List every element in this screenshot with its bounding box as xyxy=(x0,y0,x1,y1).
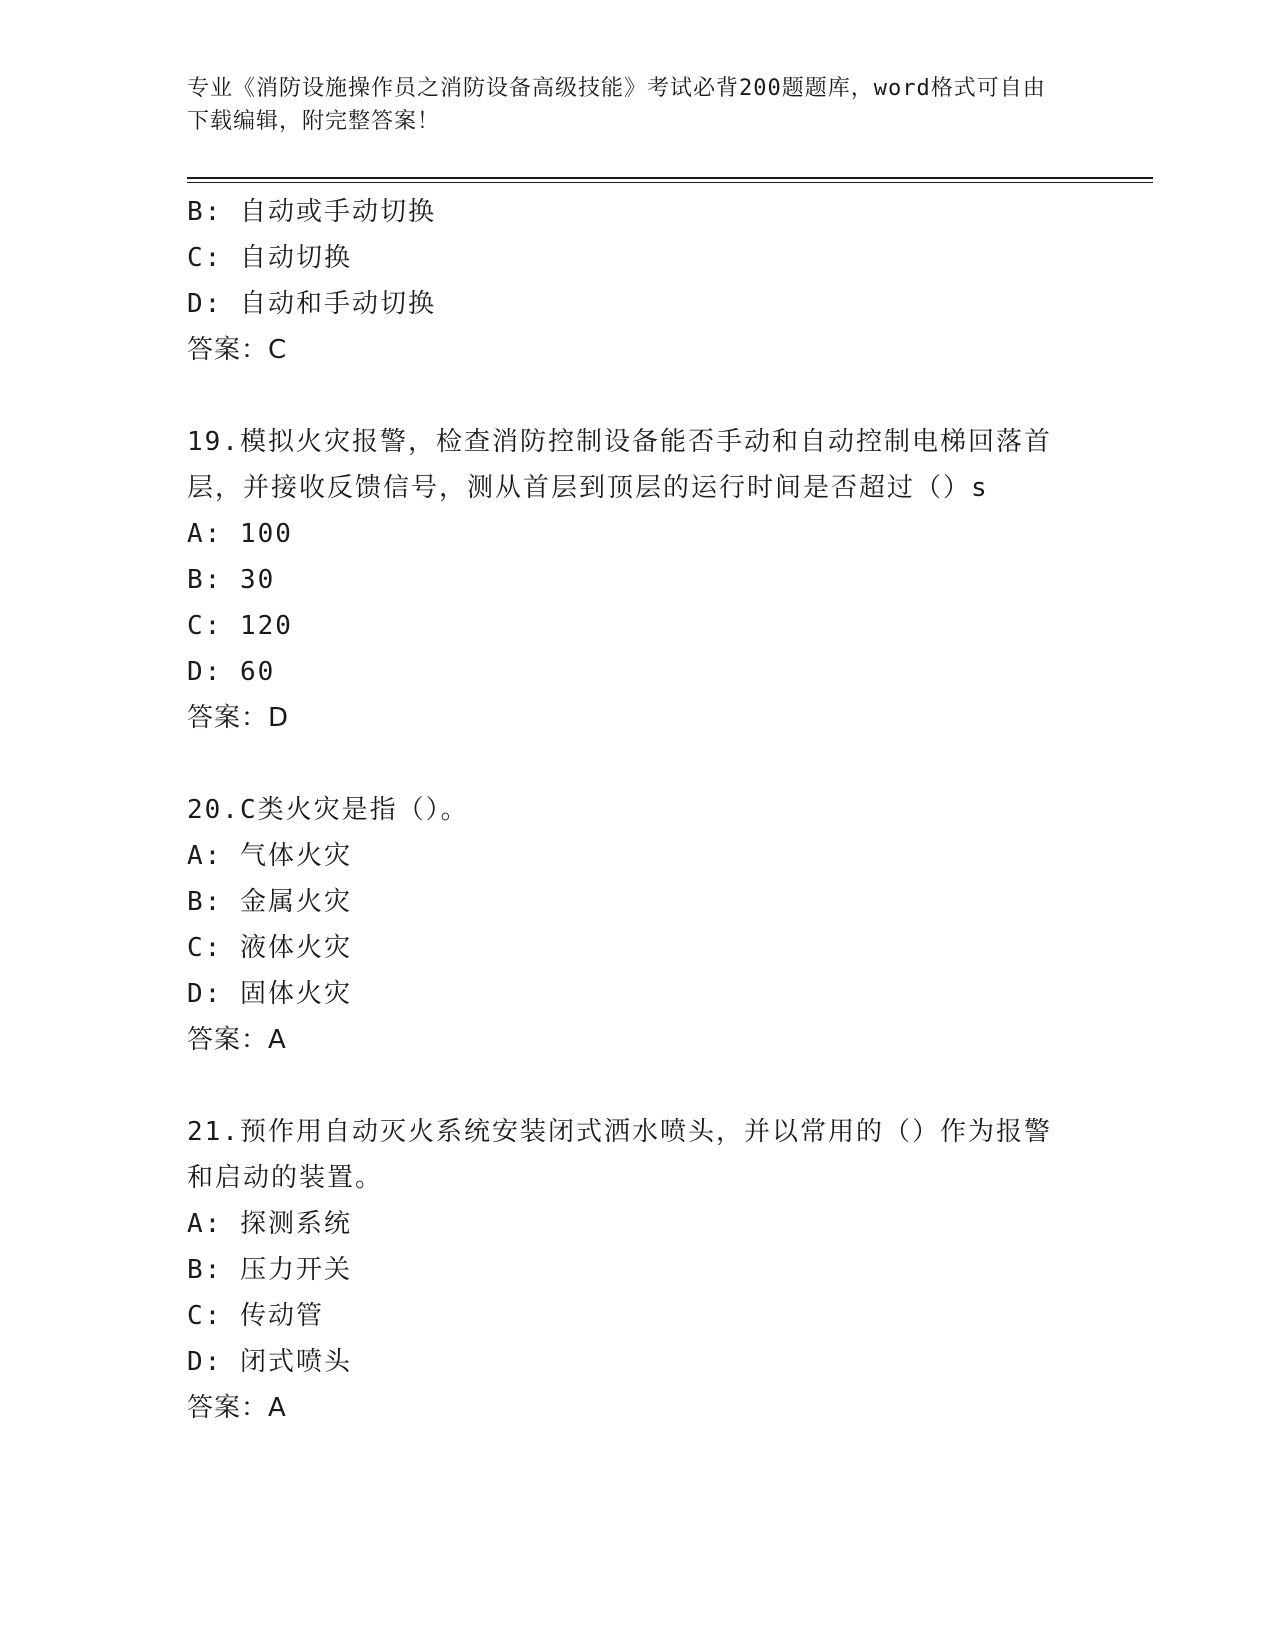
spacer xyxy=(187,741,1087,787)
option-letter: C: xyxy=(187,933,223,963)
option-item xyxy=(187,1201,1087,1247)
option-item xyxy=(187,649,1087,695)
option-item xyxy=(187,1293,1087,1339)
option-item xyxy=(187,603,1087,649)
option-text: 30 xyxy=(239,565,276,595)
option-text: 气体火灾 xyxy=(239,841,352,871)
option-text: 液体火灾 xyxy=(239,933,352,963)
option-text: 60 xyxy=(239,657,276,687)
option-text: 100 xyxy=(239,519,293,549)
option-letter: D: xyxy=(187,289,223,319)
option-letter: D: xyxy=(187,979,223,1009)
option-letter: B: xyxy=(187,565,223,595)
option-item xyxy=(187,557,1087,603)
option-item xyxy=(187,833,1087,879)
answer-line: 答案：C xyxy=(187,335,288,365)
option-letter: B: xyxy=(187,197,223,227)
option-text: 自动和手动切换 xyxy=(239,289,436,319)
question-content xyxy=(187,189,1087,1431)
option-item xyxy=(187,511,1087,557)
option-letter: C: xyxy=(187,1301,223,1331)
option-item xyxy=(187,925,1087,971)
option-item xyxy=(187,189,1087,235)
option-letter: C: xyxy=(187,611,223,641)
header-rule-thick xyxy=(187,177,1153,179)
option-letter: D: xyxy=(187,1347,223,1377)
page-header: 专业《消防设施操作员之消防设备高级技能》考试必背200题题库，word格式可自由下载编辑，附完整答案！ xyxy=(187,76,1046,134)
question-stem: 20.C类火灾是指（）。 xyxy=(187,795,469,825)
option-text: 传动管 xyxy=(239,1301,324,1331)
option-item xyxy=(187,281,1087,327)
question-block xyxy=(187,419,1087,741)
answer-line: 答案：A xyxy=(187,1393,287,1423)
option-letter: A: xyxy=(187,519,223,549)
option-text: 压力开关 xyxy=(239,1255,352,1285)
option-text: 探测系统 xyxy=(239,1209,352,1239)
header-rule-thin xyxy=(187,182,1153,183)
answer-line: 答案：A xyxy=(187,1025,287,1055)
option-item xyxy=(187,1339,1087,1385)
spacer xyxy=(187,1063,1087,1109)
partial-question xyxy=(187,189,1087,373)
option-item xyxy=(187,879,1087,925)
answer-line: 答案：D xyxy=(187,703,290,733)
option-text: 自动或手动切换 xyxy=(239,197,436,227)
option-letter: B: xyxy=(187,887,223,917)
option-item xyxy=(187,1247,1087,1293)
option-letter: A: xyxy=(187,841,223,871)
option-text: 120 xyxy=(239,611,293,641)
question-stem: 19.模拟火灾报警，检查消防控制设备能否手动和自动控制电梯回落首层，并接收反馈信号，测从首层到顶层的运行时间是否超过（）s xyxy=(187,427,1052,503)
question-block xyxy=(187,787,1087,1063)
question-stem: 21.预作用自动灭火系统安装闭式洒水喷头，并以常用的（）作为报警和启动的装置。 xyxy=(187,1117,1052,1193)
option-letter: D: xyxy=(187,657,223,687)
option-text: 金属火灾 xyxy=(239,887,352,917)
option-text: 固体火灾 xyxy=(239,979,352,1009)
option-text: 自动切换 xyxy=(239,243,352,273)
question-block xyxy=(187,1109,1087,1431)
option-text: 闭式喷头 xyxy=(239,1347,352,1377)
option-item xyxy=(187,235,1087,281)
option-letter: B: xyxy=(187,1255,223,1285)
option-letter: C: xyxy=(187,243,223,273)
option-letter: A: xyxy=(187,1209,223,1239)
option-item xyxy=(187,971,1087,1017)
spacer xyxy=(187,373,1087,419)
